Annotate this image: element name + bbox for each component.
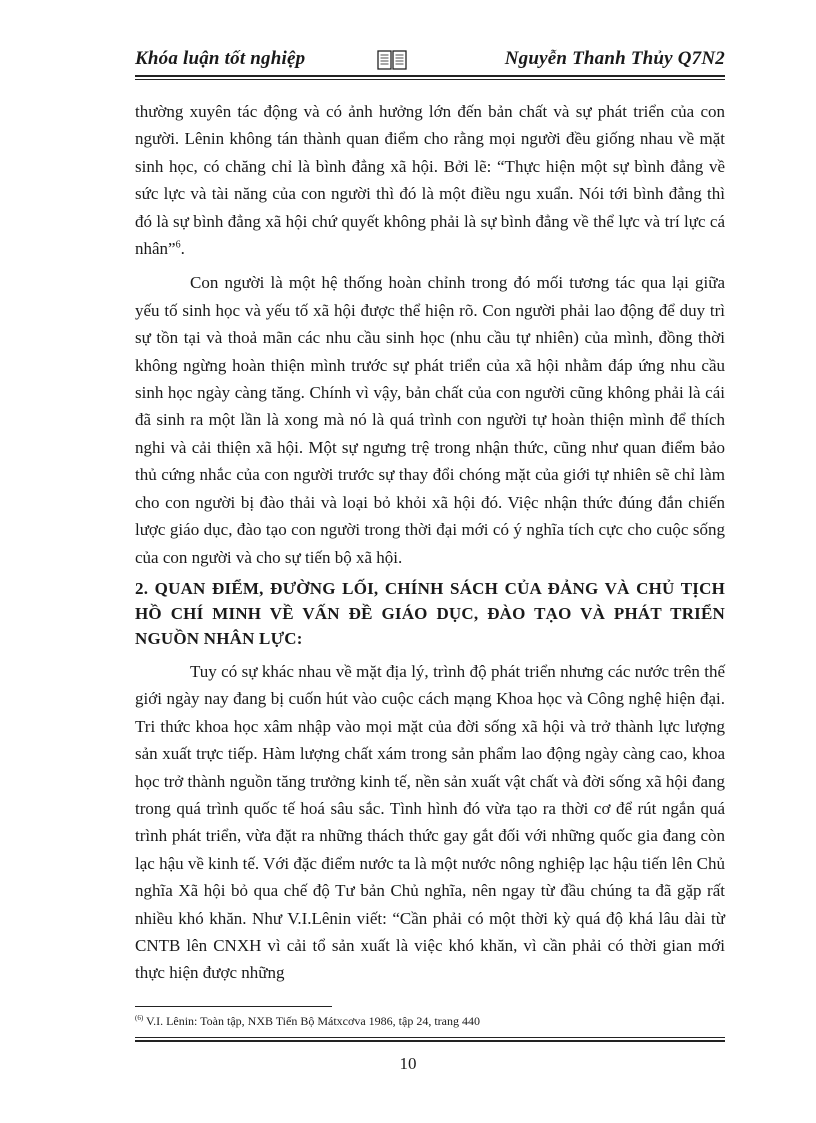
footnote-marker: (6) bbox=[135, 1014, 144, 1022]
section-heading: 2. QUAN ĐIỂM, ĐƯỜNG LỐI, CHÍNH SÁCH CỦA ĐẢNG VÀ CHỦ TỊCH HỒ CHÍ MINH VỀ VẤN ĐỀ GIÁO DỤC, ĐÀO TẠO VÀ PHÁT TRIỂN NGUỒN NHÂN LỰC: bbox=[135, 578, 725, 648]
footnote-divider bbox=[135, 1006, 332, 1007]
footnote bbox=[135, 1013, 725, 1029]
footnote-ref-6: 6 bbox=[175, 239, 181, 251]
paragraph-1 bbox=[135, 98, 725, 262]
page-header bbox=[135, 48, 725, 74]
paragraph-2: Con người là một hệ thống hoàn chỉnh trong đó mối tương tác qua lại giữa yếu tố sinh học và yếu tố xã hội được thể hiện rõ. Con người phải lao động để duy trì sự tồn tại và thoả mãn các nhu cầu sinh học (nhu cầu tự nhiên) của mình, đồng thời không ngừng hoàn thiện mình trước sự phát triển của xã hội nhằm đáp ứng nhu cầu sinh học ngày càng tăng. Chính vì vậy, bản chất của con người cũng không phải là cái đã sinh ra một lần là xong mà nó là quá trình con người tự hoàn thiện mình để thích nghi và cải thiện xã hội. Một sự ngưng trệ trong nhận thức, cũng như quan điểm bảo thủ cứng nhắc của con người trước sự thay đổi chóng mặt của giới tự nhiên sẽ chỉ làm cho con người bị đào thải và loại bỏ khỏi xã hội đó. Việc nhận thức đúng đắn chiến lược giáo dục, đào tạo con người trong thời đại mới có ý nghĩa tích cực cho cuộc sống của con người và cho sự tiến bộ xã hội. bbox=[135, 273, 725, 567]
header-author: Nguyễn Thanh Thủy Q7N2 bbox=[504, 48, 725, 69]
footnote-text: V.I. Lênin: Toàn tập, NXB Tiến Bộ Mátxcơva 1986, tập 24, trang 440 bbox=[143, 1014, 480, 1028]
paragraph-3: Tuy có sự khác nhau về mặt địa lý, trình độ phát triển nhưng các nước trên thế giới ngày nay đang bị cuốn hút vào cuộc cách mạng Khoa học và Công nghệ hiện đại. Tri thức khoa học xâm nhập vào mọi mặt của đời sống xã hội và trở thành lực lượng sản xuất trực tiếp. Hàm lượng chất xám trong sản phẩm lao động ngày càng cao, khoa học trở thành nguồn tăng trưởng kinh tế, nền sản xuất vật chất và đời sống xã hội đang trong quá trình quốc tế hoá sâu sắc. Tình hình đó vừa tạo ra thời cơ để rút ngắn quá trình phát triển, vừa đặt ra những thách thức gay gắt đối với những quốc gia đang còn lạc hậu về kinh tế. Với đặc điểm nước ta là một nước nông nghiệp lạc hậu tiến lên Chủ nghĩa Xã hội bỏ qua chế độ Tư bản Chủ nghĩa, nên ngay từ đầu chúng ta đã gặp rất nhiều khó khăn. Như V.I.Lênin viết: “Cần phải có một thời kỳ quá độ khá lâu dài từ CNTB lên CNXH vì cải tổ sản xuất là việc khó khăn, vì cần phải có thời gian mới thực hiện được những bbox=[135, 661, 725, 983]
open-book-icon bbox=[377, 49, 407, 71]
paragraph-1-end: . bbox=[180, 239, 185, 259]
header-divider-thin bbox=[135, 79, 725, 80]
page-number: 10 bbox=[399, 1054, 417, 1073]
page-body bbox=[135, 98, 725, 987]
footer-divider-thin bbox=[135, 1037, 725, 1038]
header-divider-thick bbox=[135, 75, 725, 77]
footer-divider bbox=[135, 1037, 725, 1043]
paragraph-1-text: thường xuyên tác động và có ảnh hưởng lớn đến bản chất và sự phát triển của con người. Lênin không tán thành quan điểm cho rằng mọi người đều giống nhau về mặt sinh học, có chăng chỉ là bình đẳng xã hội. Bởi lẽ: “Thực hiện một sự bình đẳng về sức lực và tài năng của con người thì đó là một điều ngu xuẩn. Nói tới bình đẳng thì đó là sự bình đẳng xã hội chứ quyết không phải là sự bình đẳng về thể lực và trí lực cá nhân” bbox=[135, 102, 725, 259]
header-thesis-title: Khóa luận tốt nghiệp bbox=[135, 48, 306, 69]
header-divider bbox=[135, 75, 725, 80]
footer-divider-thick bbox=[135, 1040, 725, 1042]
